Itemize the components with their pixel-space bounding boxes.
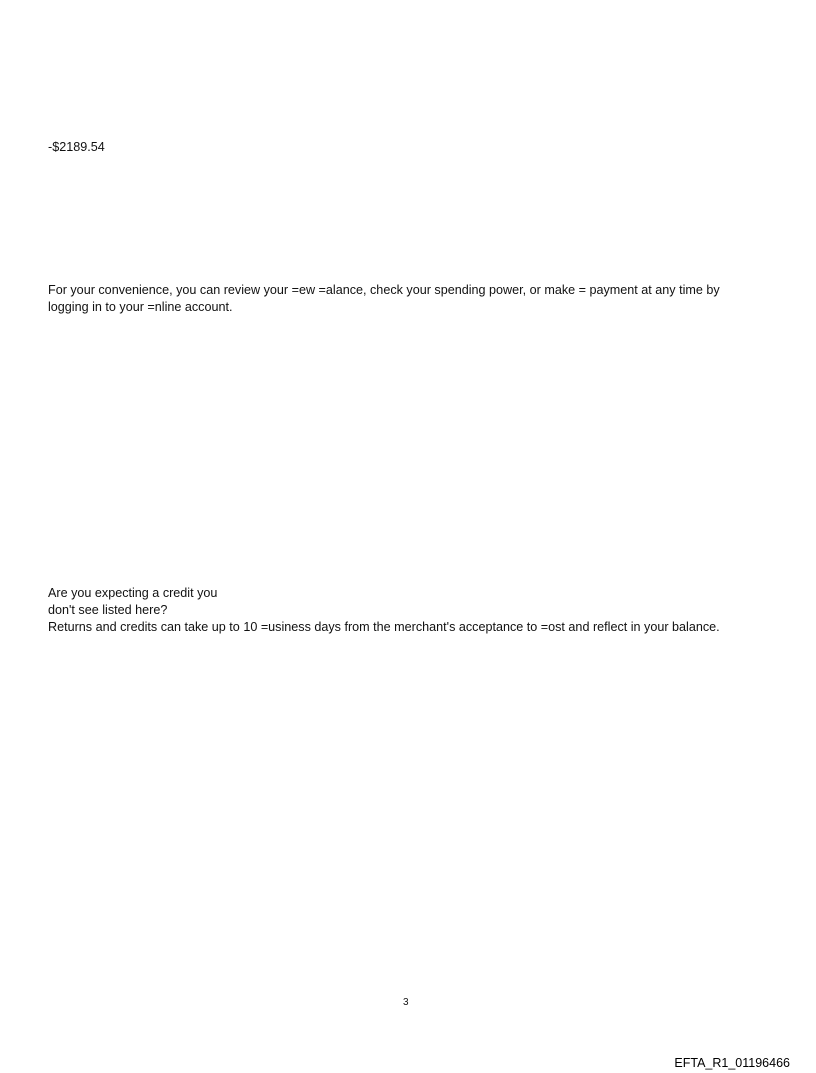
- credit-notice: [48, 585, 720, 636]
- credit-notice-line-3: Returns and credits can take up to 10 =usiness days from the merchant's acceptance to =ost and reflect in your balance.: [48, 620, 720, 634]
- convenience-paragraph-line-1: For your convenience, you can review your =ew =alance, check your spending power, or make = payment at any time by: [48, 283, 720, 297]
- page-number: 3: [403, 997, 409, 1008]
- credit-notice-line-1: Are you expecting a credit you: [48, 586, 218, 600]
- convenience-paragraph-line-2: logging in to your =nline account.: [48, 300, 233, 314]
- credit-notice-line-2: don't see listed here?: [48, 603, 168, 617]
- convenience-paragraph: [48, 282, 778, 316]
- balance-amount: -$2189.54: [48, 140, 105, 154]
- document-id: EFTA_R1_01196466: [674, 1056, 790, 1070]
